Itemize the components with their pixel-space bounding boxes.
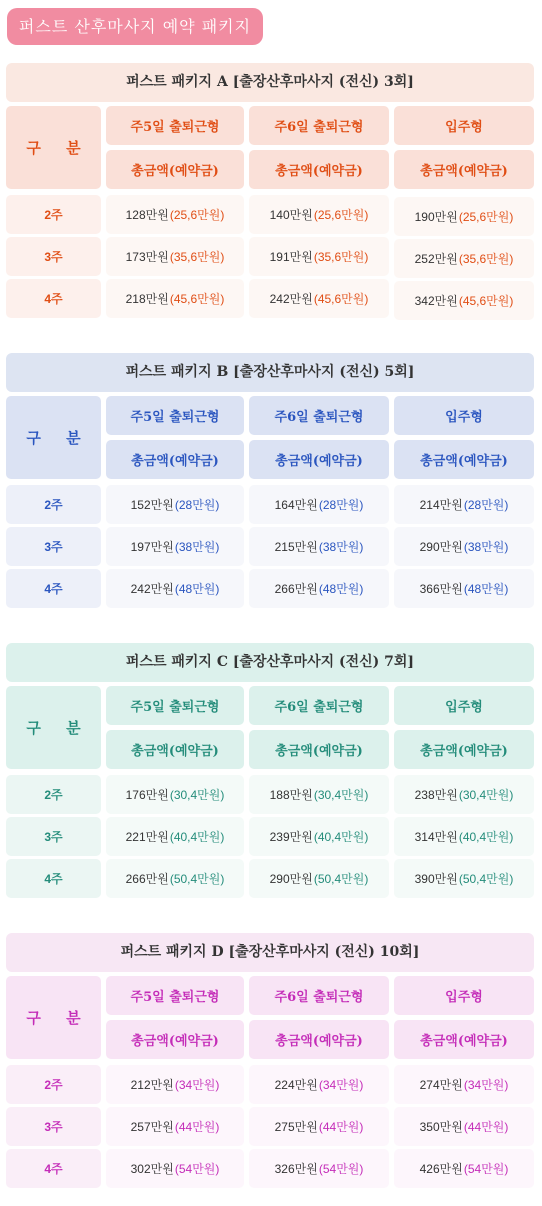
price-cell: 274만원 (34만원) [394, 1065, 534, 1104]
col-header-6day: 주6일 출퇴근형 [249, 106, 389, 145]
total-header: 총금액(예약금) [249, 1020, 389, 1059]
package-title: 퍼스트 패키지 C [출장산후마사지 (전신) 7회] [6, 643, 534, 682]
week-label: 4주 [6, 279, 101, 318]
price-cell: 215만원 (38만원) [249, 527, 389, 566]
price-cell: 242만원 (48만원) [106, 569, 244, 608]
price-cell: 188만원 (30,4만원) [249, 775, 389, 814]
total-header: 총금액(예약금) [249, 440, 389, 479]
total-header: 총금액(예약금) [394, 440, 534, 479]
col-header-livein: 입주형 [394, 686, 534, 725]
price-cell: 164만원 (28만원) [249, 485, 389, 524]
gubun-header: 구 분 [6, 106, 101, 189]
total-header: 총금액(예약금) [249, 730, 389, 769]
gubun-header: 구 분 [6, 396, 101, 479]
total-header: 총금액(예약금) [394, 1020, 534, 1059]
gubun-header: 구 분 [6, 686, 101, 769]
price-cell: 257만원 (44만원) [106, 1107, 244, 1146]
price-cell: 190만원 (25,6만원) [394, 197, 534, 236]
price-cell: 266만원 (48만원) [249, 569, 389, 608]
total-header: 총금액(예약금) [106, 730, 244, 769]
week-label: 3주 [6, 817, 101, 856]
col-header-livein: 입주형 [394, 396, 534, 435]
total-header: 총금액(예약금) [394, 730, 534, 769]
price-cell: 152만원 (28만원) [106, 485, 244, 524]
price-cell: 173만원 (35,6만원) [106, 237, 244, 276]
week-label: 4주 [6, 569, 101, 608]
package-title: 퍼스트 패키지 A [출장산후마사지 (전신) 3회] [6, 63, 534, 102]
page-title: 퍼스트 산후마사지 예약 패키지 [7, 8, 263, 45]
price-cell: 275만원 (44만원) [249, 1107, 389, 1146]
price-cell: 302만원 (54만원) [106, 1149, 244, 1188]
col-header-5day: 주5일 출퇴근형 [106, 106, 244, 145]
week-label: 2주 [6, 195, 101, 234]
price-cell: 326만원 (54만원) [249, 1149, 389, 1188]
package-title: 퍼스트 패키지 D [출장산후마사지 (전신) 10회] [6, 933, 534, 972]
col-header-6day: 주6일 출퇴근형 [249, 686, 389, 725]
price-cell: 238만원 (30,4만원) [394, 775, 534, 814]
price-cell: 266만원 (50,4만원) [106, 859, 244, 898]
week-label: 3주 [6, 1107, 101, 1146]
price-cell: 140만원 (25,6만원) [249, 195, 389, 234]
price-cell: 176만원 (30,4만원) [106, 775, 244, 814]
week-label: 4주 [6, 1149, 101, 1188]
col-header-6day: 주6일 출퇴근형 [249, 396, 389, 435]
col-header-livein: 입주형 [394, 106, 534, 145]
price-cell: 426만원 (54만원) [394, 1149, 534, 1188]
col-header-5day: 주5일 출퇴근형 [106, 686, 244, 725]
total-header: 총금액(예약금) [106, 150, 244, 189]
col-header-6day: 주6일 출퇴근형 [249, 976, 389, 1015]
price-cell: 191만원 (35,6만원) [249, 237, 389, 276]
total-header: 총금액(예약금) [106, 440, 244, 479]
total-header: 총금액(예약금) [394, 150, 534, 189]
price-cell: 314만원 (40,4만원) [394, 817, 534, 856]
price-cell: 212만원 (34만원) [106, 1065, 244, 1104]
price-cell: 218만원 (45,6만원) [106, 279, 244, 318]
price-cell: 221만원 (40,4만원) [106, 817, 244, 856]
week-label: 4주 [6, 859, 101, 898]
package-title: 퍼스트 패키지 B [출장산후마사지 (전신) 5회] [6, 353, 534, 392]
price-cell: 128만원 (25,6만원) [106, 195, 244, 234]
total-header: 총금액(예약금) [249, 150, 389, 189]
price-cell: 390만원 (50,4만원) [394, 859, 534, 898]
week-label: 2주 [6, 775, 101, 814]
week-label: 3주 [6, 237, 101, 276]
price-cell: 342만원 (45,6만원) [394, 281, 534, 320]
price-cell: 252만원 (35,6만원) [394, 239, 534, 278]
col-header-5day: 주5일 출퇴근형 [106, 976, 244, 1015]
price-cell: 197만원 (38만원) [106, 527, 244, 566]
total-header: 총금액(예약금) [106, 1020, 244, 1059]
price-cell: 224만원 (34만원) [249, 1065, 389, 1104]
col-header-5day: 주5일 출퇴근형 [106, 396, 244, 435]
price-cell: 242만원 (45,6만원) [249, 279, 389, 318]
week-label: 2주 [6, 485, 101, 524]
price-cell: 214만원 (28만원) [394, 485, 534, 524]
price-cell: 366만원 (48만원) [394, 569, 534, 608]
col-header-livein: 입주형 [394, 976, 534, 1015]
week-label: 3주 [6, 527, 101, 566]
week-label: 2주 [6, 1065, 101, 1104]
price-cell: 239만원 (40,4만원) [249, 817, 389, 856]
price-cell: 290만원 (50,4만원) [249, 859, 389, 898]
gubun-header: 구 분 [6, 976, 101, 1059]
price-cell: 290만원 (38만원) [394, 527, 534, 566]
price-cell: 350만원 (44만원) [394, 1107, 534, 1146]
